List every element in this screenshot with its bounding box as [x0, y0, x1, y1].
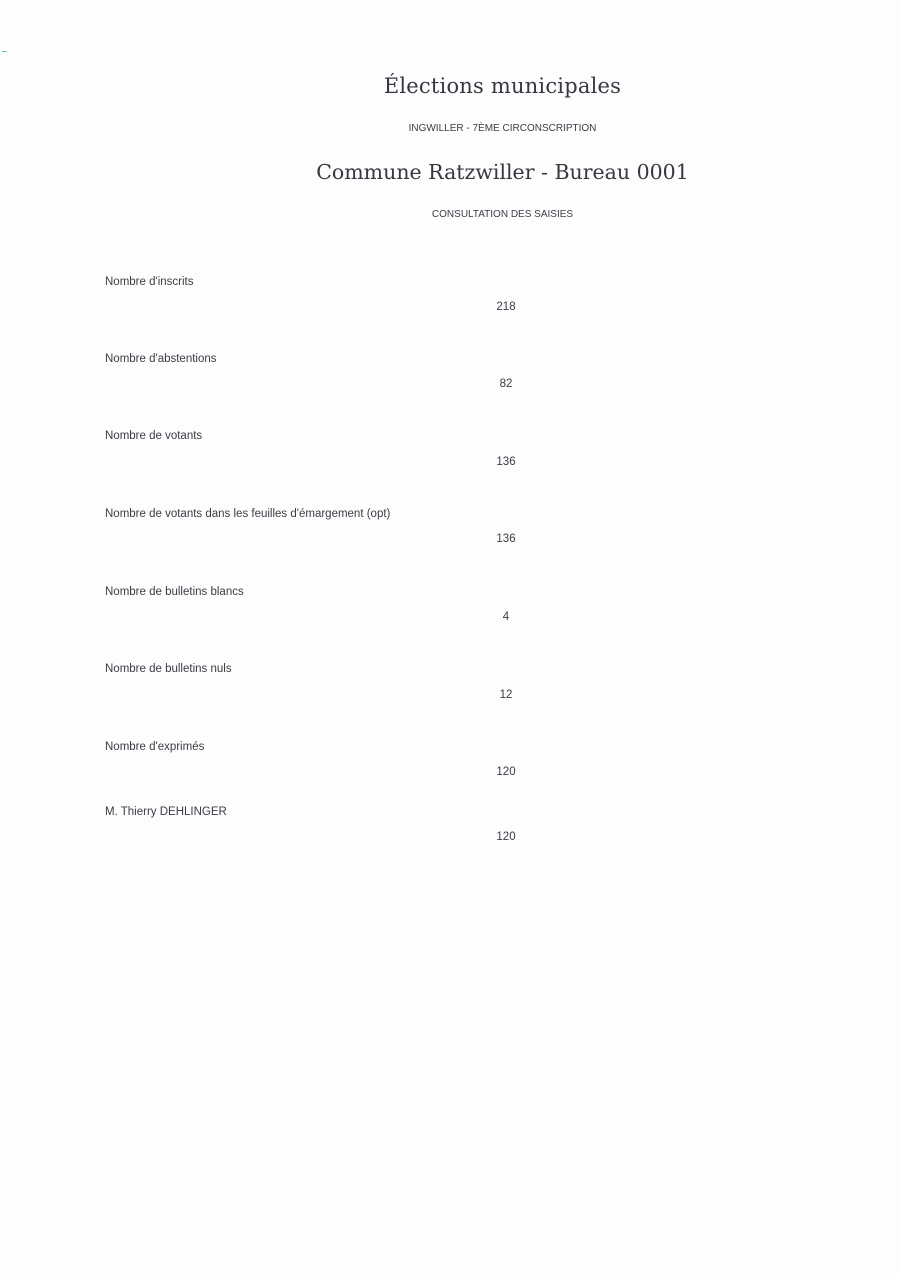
row-value-inscrits: 218	[496, 301, 516, 313]
row-value-votants: 136	[496, 456, 516, 468]
circonscription-label: INGWILLER - 7ÈME CIRCONSCRIPTION	[408, 123, 597, 134]
section-label: CONSULTATION DES SAISIES	[431, 209, 574, 220]
row-value-votants-emargement: 136	[496, 533, 516, 545]
row-label-bulletins-nuls: Nombre de bulletins nuls	[105, 663, 232, 675]
commune-title: Commune Ratzwiller - Bureau 0001	[316, 160, 689, 184]
row-value-bulletins-nuls: 12	[499, 689, 513, 701]
row-label-votants: Nombre de votants	[105, 430, 203, 442]
row-label-votants-emargement: Nombre de votants dans les feuilles d'émargement (opt)	[105, 508, 391, 520]
page-title: Élections municipales	[383, 74, 622, 98]
row-value-bulletins-blancs: 4	[502, 611, 510, 623]
row-value-abstentions: 82	[499, 378, 513, 390]
row-label-bulletins-blancs: Nombre de bulletins blancs	[105, 586, 244, 598]
row-value-exprimes: 120	[496, 766, 516, 778]
row-label-candidat: M. Thierry DEHLINGER	[105, 806, 227, 818]
row-label-inscrits: Nombre d'inscrits	[105, 276, 194, 288]
row-label-abstentions: Nombre d'abstentions	[105, 353, 217, 365]
row-label-exprimes: Nombre d'exprimés	[105, 741, 205, 753]
row-value-candidat: 120	[496, 831, 516, 843]
scan-mark	[2, 51, 7, 52]
